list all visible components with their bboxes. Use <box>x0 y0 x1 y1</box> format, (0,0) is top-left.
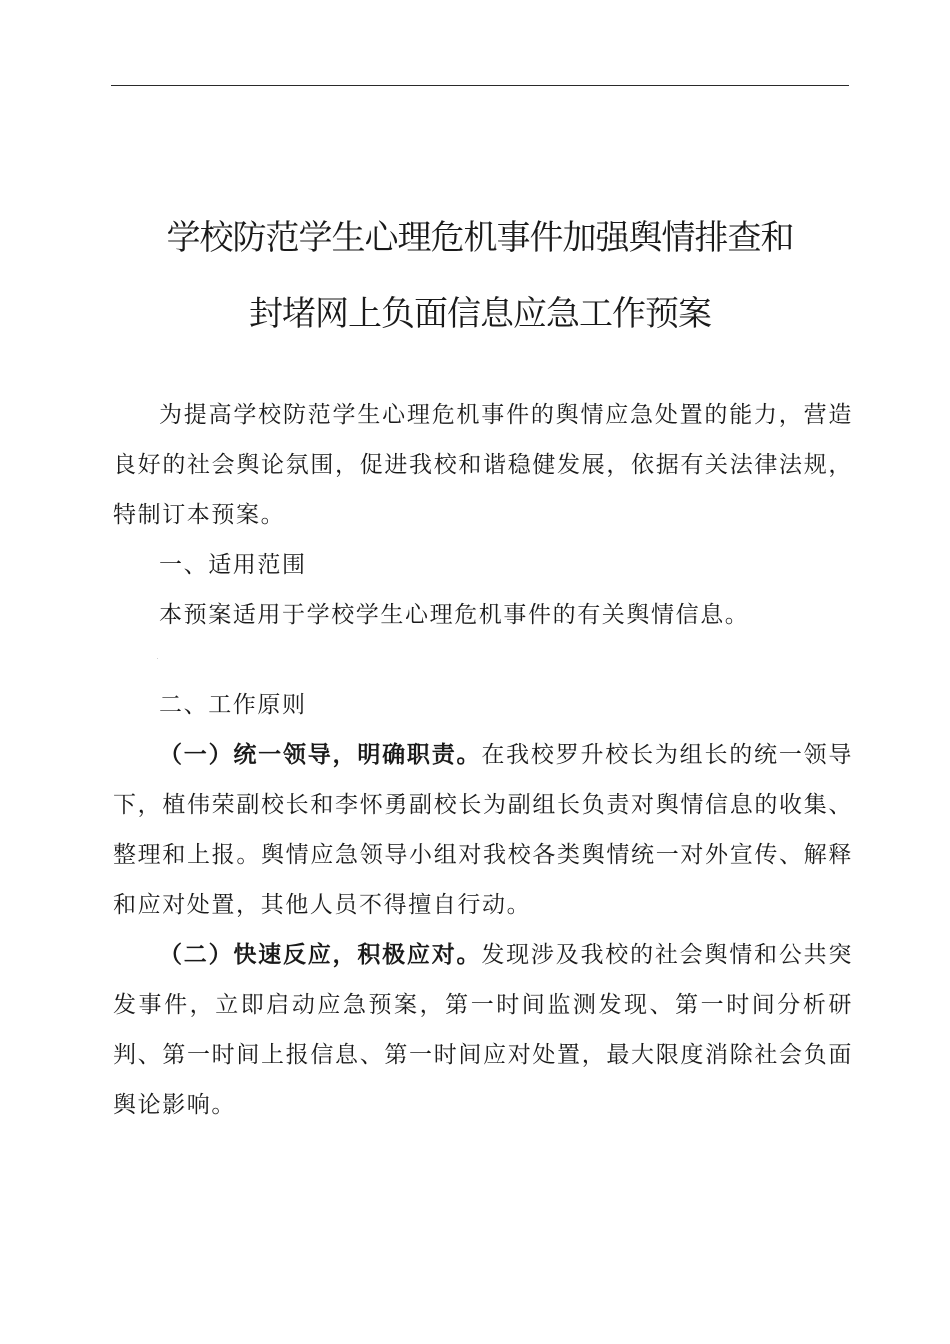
section-2-heading: 二、工作原则 <box>159 692 307 718</box>
principle-1-lead: （一）统一领导，明确职责。 <box>159 742 482 768</box>
principle-1-paragraph <box>113 730 853 930</box>
principle-1-text: 在我校罗升校长为组长的统一领导下，植伟荣副校长和李怀勇副校长为副组长负责对舆情信息的收集、整理和上报。舆情应急领导小组对我校各类舆情统一对外宣传、解释和应对处置，其他人员不得擅自行动。 <box>113 742 854 918</box>
section-1-heading: 一、适用范围 <box>159 552 307 578</box>
document-title-line-1: 学校防范学生心理危机事件加强舆情排查和 <box>166 218 794 258</box>
section-spacer <box>113 640 853 680</box>
principle-2-paragraph <box>113 930 853 1130</box>
principle-2-text: 发现涉及我校的社会舆情和公共突发事件，立即启动应急预案，第一时间监测发现、第一时间分析研判、第一时间上报信息、第一时间应对处置，最大限度消除社会负面舆论影响。 <box>113 942 854 1118</box>
stray-mark <box>157 658 158 659</box>
header-rule <box>111 85 849 86</box>
intro-paragraph: 为提高学校防范学生心理危机事件的舆情应急处置的能力，营造良好的社会舆论氛围，促进我校和谐稳健发展，依据有关法律法规，特制订本预案。 <box>113 402 853 528</box>
principle-2-lead: （二）快速反应，积极应对。 <box>159 942 482 968</box>
document-title-line-2: 封堵网上负面信息应急工作预案 <box>249 294 711 334</box>
document-body <box>113 390 853 1130</box>
section-1-text: 本预案适用于学校学生心理危机事件的有关舆情信息。 <box>159 602 750 628</box>
